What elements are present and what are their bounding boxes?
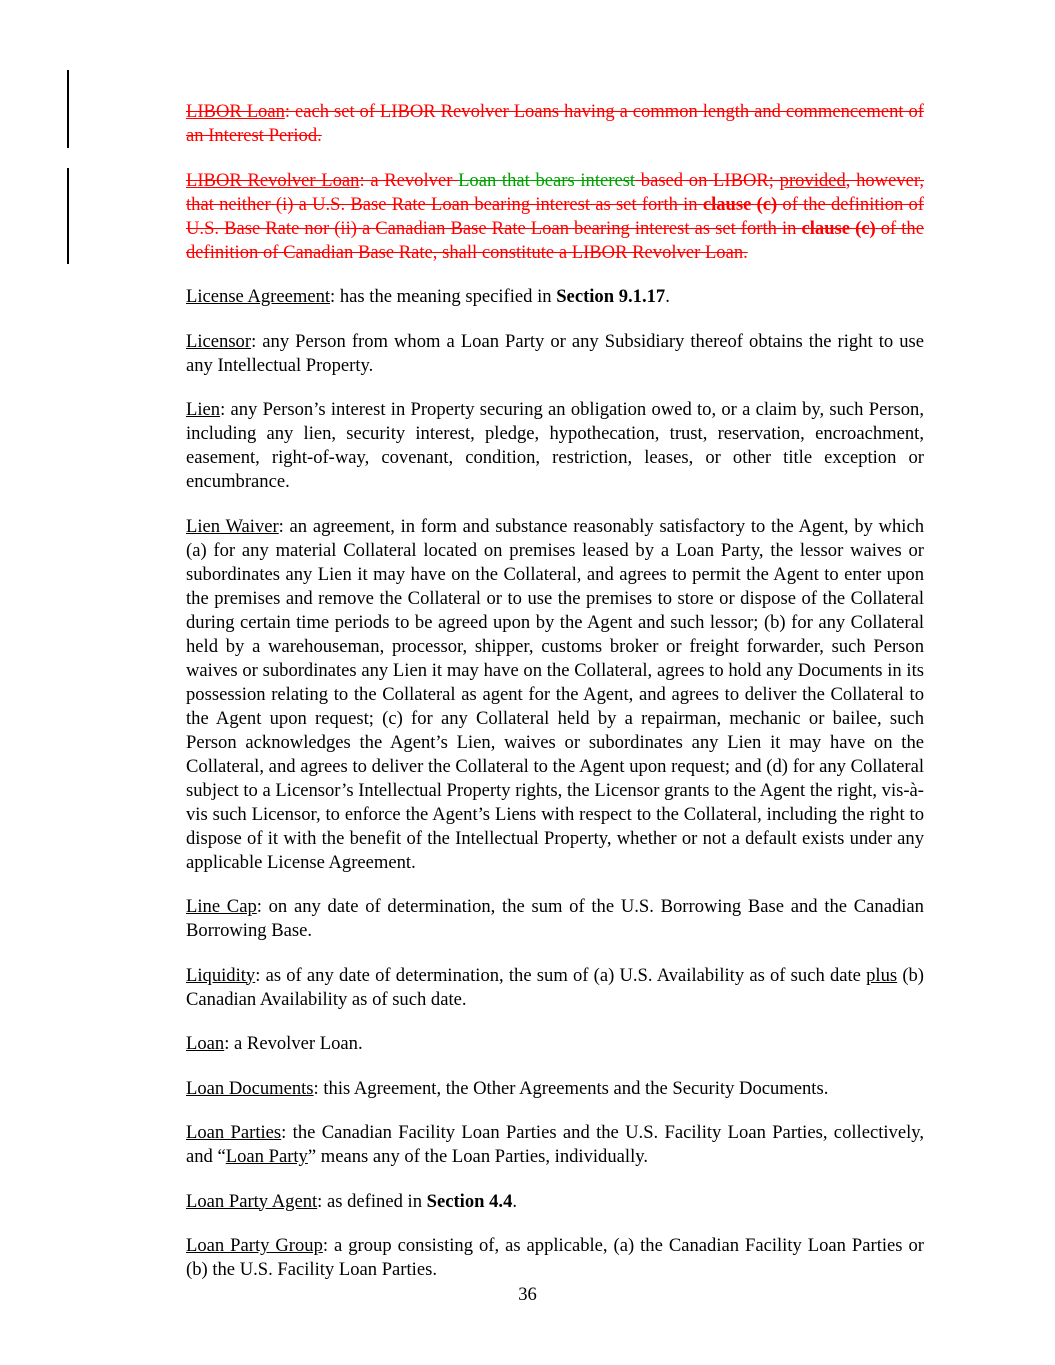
definition-text: (b) Canadian Availability as of such date. [186,964,924,1010]
definition-text: : each set of LIBOR Revolver Loans having a common length and commencement of an Interest Period. [186,101,924,146]
definition-text: : any Person from whom a Loan Party or any Subsidiary thereof obtains the right to use any Intellectual Property. [186,330,924,376]
definition-text: . [512,1190,518,1212]
definition-liquidity [124,964,924,1012]
definition-text: : an agreement, in form and substance reasonably satisfactory to the Agent, by which (a) for any material Collateral located on premises leased by a Loan Party, the lessor waives or subordinates any Lien it may have on the Collateral, and agrees to permit the Agent to enter upon the premises and remove the Collateral or to use the premises to store or dispose of the Collateral during certain time periods to be agreed upon by the Agent and such lessor; (b) for any Collateral held by a warehouseman, processor, shipper, customs broker or freight forwarder, such Person waives or subordinates any Lien it may have on the Collateral, agrees to hold any Documents in its possession relating to the Collateral as agent for the Agent, and agrees to deliver the Collateral to the Agent upon request; (c) for any Collateral held by a repairman, mechanic or bailee, such Person acknowledges the Agent’s Lien, waives or subordinates any Lien it may have on the Collateral, and agrees to deliver the Collateral to the Agent upon request; and (d) for any Collateral subject to a Licensor’s Intellectual Property rights, the Licensor grants to the Agent the right, vis-à-vis such Licensor, to enforce the Agent’s Liens with respect to the Collateral, including the right to dispose of it with the benefit of the Intellectual Property, whether or not a default exists under any applicable License Agreement. [186,515,924,873]
change-bar [67,168,69,264]
defined-term: LIBOR Loan [186,101,285,122]
defined-term: LIBOR Revolver Loan [186,169,360,191]
definition-text: : a Revolver [359,169,459,191]
defined-term: Licensor [186,330,252,352]
definition-libor-revolver-loan [124,169,924,265]
defined-term: Lien Waiver [186,515,279,537]
definition-text: : any Person’s interest in Property securing an obligation owed to, or a claim by, such Person, including any lien, security interest, pledge, hypothecation, trust, reservation, encroachment, easement, right-of-way, covenant, condition, restriction, leases, or other title exception or encumbrance. [186,399,924,492]
plus-term: plus [866,964,898,986]
defined-term: License Agreement [186,286,331,307]
definition-text: : a group consisting of, as applicable, (a) the Canadian Facility Loan Parties or (b) the U.S. Facility Loan Parties. [186,1235,924,1280]
document-page [124,100,924,1303]
definition-text: of the definition of U.S. Base Rate nor (ii) a Canadian Base Rate Loan bearing interest as set forth in [186,193,924,239]
page-number: 36 [518,1284,537,1305]
defined-term: Lien [186,399,221,420]
section-reference: Section 4.4 [426,1190,513,1212]
defined-term: Loan Documents [186,1077,314,1099]
definition-loan-parties [124,1121,924,1169]
definition-licensor [124,330,924,378]
definition-license-agreement [124,285,924,309]
defined-term: Loan Party Group [186,1235,323,1256]
clause-reference: clause (c) [801,217,876,239]
definition-loan [124,1032,924,1056]
definition-lien-waiver [124,515,924,875]
inserted-text: Loan that bears interest [458,169,636,191]
definition-text: : the Canadian Facility Loan Parties and the U.S. Facility Loan Parties, collectively, and “ [186,1122,924,1167]
defined-term: Loan Party Agent [186,1190,318,1212]
definition-loan-documents [124,1077,924,1101]
definition-text: based on LIBOR; [635,169,780,191]
definition-text: : as defined in [317,1190,427,1212]
definition-text: , however, that neither (i) a U.S. Base Rate Loan bearing interest as set forth in [186,169,924,215]
definition-text: . [665,286,670,307]
definition-text: ” means any of the Loan Parties, individually. [307,1146,648,1167]
defined-term: Loan [186,1033,225,1054]
clause-reference: clause (c) [702,193,778,215]
change-bar [67,70,69,148]
section-reference: Section 9.1.17 [556,286,666,307]
definition-text: : as of any date of determination, the sum of (a) U.S. Availability as of such date [255,964,867,986]
definition-text: : on any date of determination, the sum of the U.S. Borrowing Base and the Canadian Borrowing Base. [186,896,924,941]
provided-term: provided [779,169,846,191]
definition-line-cap [124,895,924,943]
definition-lien [124,398,924,494]
definition-loan-party-agent [124,1190,924,1214]
defined-term: Loan Parties [186,1122,282,1143]
defined-term: Loan Party [225,1146,308,1167]
defined-term: Liquidity [186,964,256,986]
defined-term: Line Cap [186,896,257,917]
definition-text: : has the meaning specified in [330,286,557,307]
definition-text: : this Agreement, the Other Agreements and the Security Documents. [313,1077,829,1099]
definition-libor-loan [124,100,924,148]
definition-text: of the definition of Canadian Base Rate, shall constitute a LIBOR Revolver Loan. [186,217,924,263]
definition-loan-party-group [124,1234,924,1282]
definition-text: : a Revolver Loan. [224,1033,363,1054]
